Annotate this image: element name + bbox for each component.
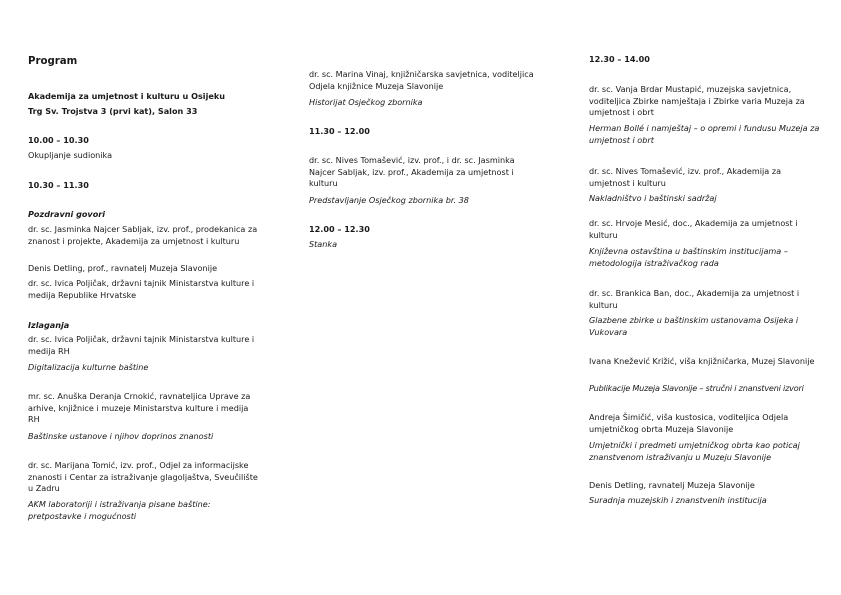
talk-4-title: Historijat Osječkog zbornika — [309, 97, 423, 107]
greeting-3: dr. sc. Ivica Poljičak, državni tajnik Ministarstva kulture i medija Republike Hrvatske — [28, 278, 255, 300]
talk-8-title: Glazbene zbirke u baštinskim ustanovama Osijeka i Vukovara — [589, 315, 799, 337]
session-5-time: 12.30 – 14.00 — [589, 54, 650, 64]
venue-line-2: Trg Sv. Trojstva 3 (prvi kat), Salon 33 — [28, 106, 198, 116]
talk-11-title: Suradnja muzejskih i znanstvenih institucija — [589, 495, 767, 505]
venue-line-1: Akademija za umjetnost i kulturu u Osijeku — [28, 91, 225, 101]
talk-7-speaker: dr. sc. Hrvoje Mesić, doc., Akademija za umjetnost i kulturu — [589, 218, 798, 240]
talk-6-title: Nakladništvo i baštinski sadržaj — [589, 193, 717, 203]
talk-3-speaker: dr. sc. Marijana Tomić, izv. prof., Odjel za informacijske znanosti i Centar za istraživanje glagoljaštva, Sveučilište u Zadru — [28, 460, 258, 494]
talk-11-speaker: Denis Detling, ravnatelj Muzeja Slavonije — [589, 480, 755, 490]
talk-10-speaker: Andreja Šimičić, viša kustosica, voditeljica Odjela umjetničkog obrta Muzeja Slavonije — [589, 412, 789, 434]
session-3-time: 11.30 – 12.00 — [309, 126, 370, 136]
talk-10-title: Umjetnički i predmeti umjetničkog obrta kao poticaj znanstvenom istraživanju u Muzeju Slavonije — [589, 440, 800, 462]
greeting-1: dr. sc. Jasminka Najcer Sabljak, izv. prof., prodekanica za znanost i projekte, Akademija za umjetnost i kulturu — [28, 224, 258, 246]
session-2-time: 10.30 – 11.30 — [28, 180, 89, 190]
talk-9-title: Publikacije Muzeja Slavonije – stručni i znanstveni izvori — [589, 383, 804, 393]
talks-heading: Izlaganja — [28, 320, 70, 330]
session-4-time: 12.00 – 12.30 — [309, 224, 370, 234]
greetings-heading: Pozdravni govori — [28, 209, 106, 219]
talk-4-speaker: dr. sc. Marina Vinaj, knjižničarska savjetnica, voditeljica Odjela knjižnice Muzeja Slavonije — [309, 69, 534, 91]
talk-5-speaker: dr. sc. Vanja Brdar Mustapić, muzejska savjetnica, voditeljica Zbirke namještaja i Zbirke varia Muzeja za umjetnost i obrt — [589, 84, 805, 118]
talk-9-speaker: Ivana Knežević Križić, viša knjižničarka, Muzej Slavonije — [589, 356, 815, 366]
talk-6-speaker: dr. sc. Nives Tomašević, izv. prof., Akademija za umjetnost i kulturu — [589, 166, 782, 188]
talk-8-speaker: dr. sc. Brankica Ban, doc., Akademija za umjetnost i kulturu — [589, 288, 800, 310]
session-1-text: Okupljanje sudionika — [28, 150, 113, 160]
talk-1-speaker: dr. sc. Ivica Poljičak, državni tajnik Ministarstva kulture i medija RH — [28, 334, 255, 356]
greeting-2: Denis Detling, prof., ravnatelj Muzeja Slavonije — [28, 263, 218, 273]
session-1-time: 10.00 – 10.30 — [28, 135, 89, 145]
talk-5-title: Herman Bollé i namještaj – o opremi i fundusu Muzeja za umjetnost i obrt — [589, 123, 820, 145]
session-3-title: Predstavljanje Osječkog zbornika br. 38 — [309, 195, 469, 205]
talk-2-speaker: mr. sc. Anuška Deranja Crnokić, ravnateljica Uprave za arhive, knjižnice i muzeje Ministarstva kulture i medija RH — [28, 391, 251, 425]
session-4-text: Stanka — [309, 239, 338, 249]
talk-7-title: Književna ostavština u baštinskim institucijama – metodologija istraživačkog rada — [589, 246, 788, 268]
program-title: Program — [28, 56, 78, 67]
session-3-speaker: dr. sc. Nives Tomašević, izv. prof., i dr. sc. Jasminka Najcer Sabljak, izv. prof., Akademija za umjetnost i kulturu — [309, 155, 515, 189]
talk-2-title: Baštinske ustanove i njihov doprinos znanosti — [28, 431, 214, 441]
talk-1-title: Digitalizacija kulturne baštine — [28, 362, 149, 372]
talk-3-title: AKM laboratoriji i istraživanja pisane baštine: pretpostavke i mogućnosti — [28, 499, 211, 521]
